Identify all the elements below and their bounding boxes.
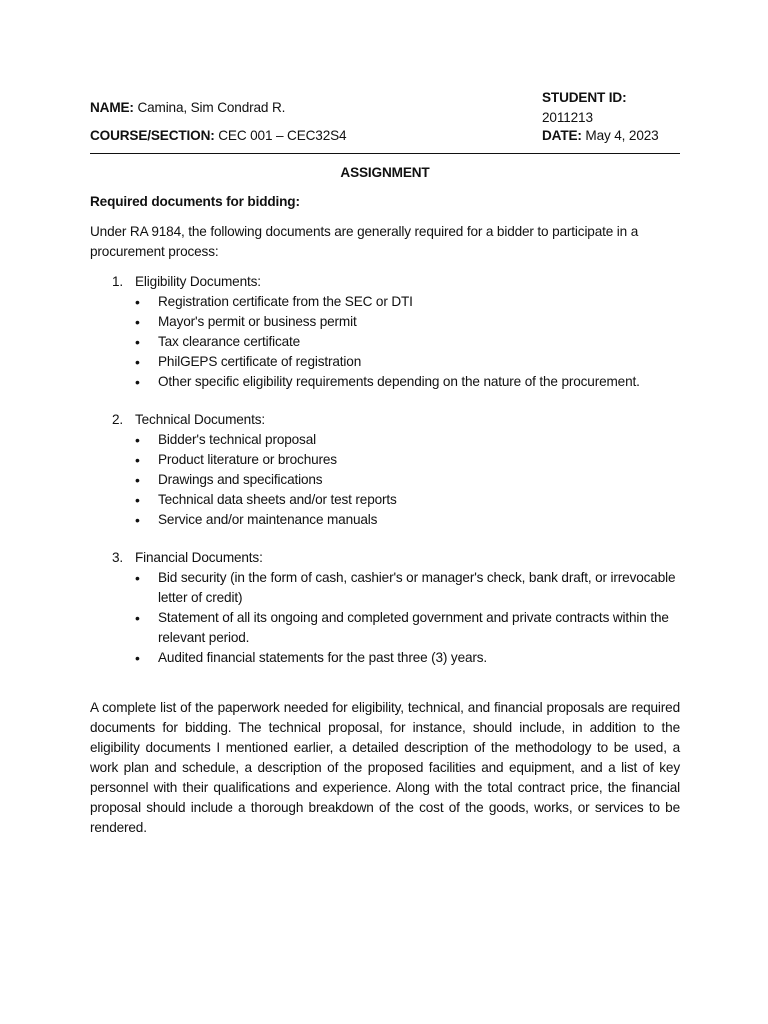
list-item: • Bidder's technical proposal xyxy=(135,430,680,450)
group-number: 2. xyxy=(112,412,124,427)
list-item: • Statement of all its ongoing and completed government and private contracts within the relevant period. xyxy=(135,608,680,648)
page-title: ASSIGNMENT xyxy=(340,165,430,180)
group-technical xyxy=(90,410,680,530)
list-item: • Tax clearance certificate xyxy=(135,332,680,352)
name-value: Camina, Sim Condrad R. xyxy=(133,100,286,115)
name-label: NAME: xyxy=(90,100,134,115)
course-label: COURSE/SECTION: xyxy=(90,128,215,143)
group-eligibility xyxy=(90,272,680,392)
list-item: • Audited financial statements for the past three (3) years. xyxy=(135,648,680,668)
name-field xyxy=(90,98,285,118)
list-item: • Service and/or maintenance manuals xyxy=(135,510,680,530)
group-label: Technical Documents: xyxy=(135,412,265,427)
group-number: 1. xyxy=(112,274,124,289)
group-items xyxy=(135,568,680,668)
intro-paragraph: Under RA 9184, the following documents are generally required for a bidder to participate in a procurement process: xyxy=(90,224,639,259)
section-heading: Required documents for bidding: xyxy=(90,194,300,209)
date-label: DATE: xyxy=(542,128,582,143)
list-item: • Registration certificate from the SEC or DTI xyxy=(135,292,680,312)
student-id-field xyxy=(542,88,680,128)
date-value: May 4, 2023 xyxy=(581,128,659,143)
group-items xyxy=(135,430,680,530)
course-field xyxy=(90,126,346,146)
summary-paragraph: A complete list of the paperwork needed for eligibility, technical, and financial proposals are required documents for bidding. The technical proposal, for instance, should include, in addition to the eligibility documents I mentioned earlier, a detailed description of the methodology to be used, a work plan and schedule, a description of the proposed facilities and equipment, and a list of key personnel with their qualifications and experience. Along with the total contract price, the financial proposal should include a thorough breakdown of the cost of the goods, works, or services to be rendered. xyxy=(90,700,680,835)
list-item: • Technical data sheets and/or test reports xyxy=(135,490,680,510)
list-item: • Mayor's permit or business permit xyxy=(135,312,680,332)
header-divider xyxy=(90,153,680,154)
group-number: 3. xyxy=(112,550,124,565)
list-item: • PhilGEPS certificate of registration xyxy=(135,352,680,372)
group-label: Eligibility Documents: xyxy=(135,274,261,289)
date-field xyxy=(542,126,680,146)
student-id-value: 2011213 xyxy=(542,110,593,125)
document-page xyxy=(90,90,680,838)
list-item: • Product literature or brochures xyxy=(135,450,680,470)
header-row-1 xyxy=(90,90,680,125)
list-item: • Other specific eligibility requirements depending on the nature of the procurement. xyxy=(135,372,680,392)
student-id-label: STUDENT ID: xyxy=(542,90,627,105)
group-items xyxy=(135,292,680,392)
header-row-2 xyxy=(90,122,680,150)
course-value: CEC 001 – CEC32S4 xyxy=(214,128,347,143)
group-financial xyxy=(90,548,680,668)
document-groups-list xyxy=(90,272,680,668)
group-label: Financial Documents: xyxy=(135,550,263,565)
list-item: • Bid security (in the form of cash, cashier's or manager's check, bank draft, or irrevocable letter of credit) xyxy=(135,568,680,608)
list-item: • Drawings and specifications xyxy=(135,470,680,490)
